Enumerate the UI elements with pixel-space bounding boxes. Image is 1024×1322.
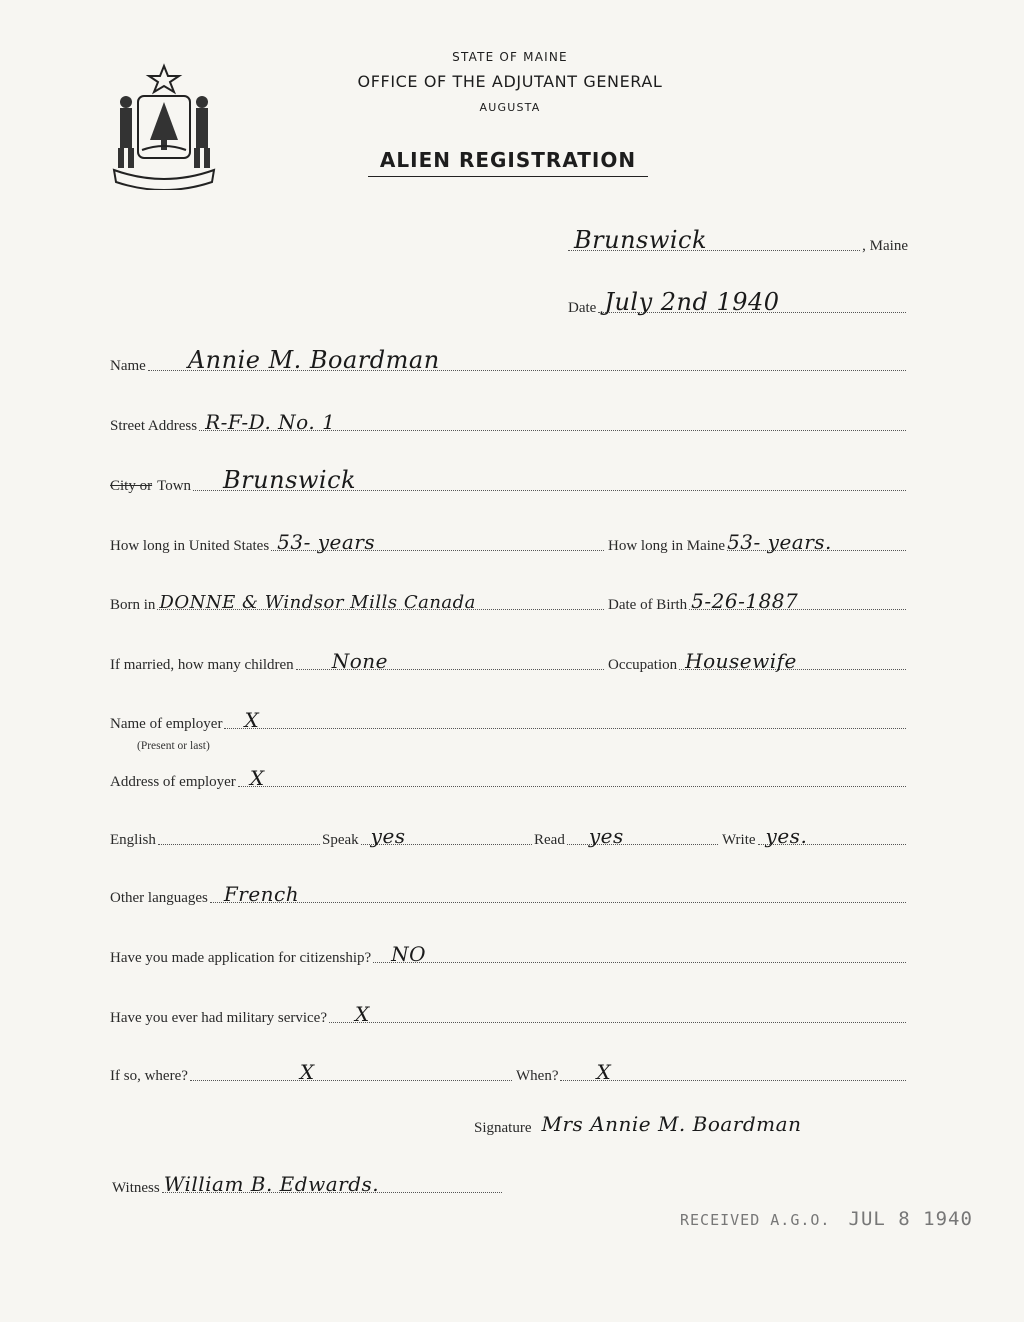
town-row: [110, 466, 908, 495]
form-title: ALIEN REGISTRATION: [368, 148, 648, 177]
employer-address-value[interactable]: X: [249, 766, 265, 790]
military-row: [110, 1002, 908, 1027]
name-value[interactable]: Annie M. Boardman: [187, 346, 440, 374]
citizenship-row: [110, 942, 908, 967]
english-row: [110, 832, 322, 849]
employer-name-value[interactable]: X: [244, 708, 260, 732]
how-long-us-row: [110, 530, 606, 555]
speak-row: [322, 824, 534, 849]
employer-address-label: Address of employer: [110, 774, 236, 790]
street-address-value[interactable]: R-F-D. No. 1: [205, 410, 336, 434]
children-value[interactable]: None: [331, 649, 388, 673]
where-label: If so, where?: [110, 1068, 188, 1084]
where-row: [110, 1060, 514, 1085]
english-label: English: [110, 832, 156, 848]
how-long-us-label: How long in United States: [110, 538, 270, 554]
speak-label: Speak: [322, 832, 359, 848]
date-of-birth-row: [608, 589, 908, 614]
date-value[interactable]: July 2nd 1940: [604, 288, 780, 316]
read-label: Read: [534, 832, 565, 848]
date-of-birth-label: Date of Birth: [608, 597, 688, 613]
born-in-label: Born in: [110, 597, 156, 613]
office-heading: OFFICE OF THE ADJUTANT GENERAL: [357, 72, 663, 91]
read-value[interactable]: yes: [588, 824, 624, 848]
place-value[interactable]: Brunswick: [574, 226, 708, 254]
place-suffix: , Maine: [862, 238, 908, 254]
date-of-birth-value[interactable]: 5-26-1887: [691, 589, 799, 613]
read-row: [534, 824, 720, 849]
how-long-maine-label: How long in Maine: [608, 538, 726, 554]
employer-name-sublabel: (Present or last): [137, 740, 210, 752]
children-row: [110, 649, 606, 674]
witness-row: [112, 1172, 504, 1197]
date-label: Date: [568, 300, 597, 316]
signature-label: Signature: [474, 1120, 532, 1136]
employer-name-row: [110, 708, 908, 733]
where-value[interactable]: X: [299, 1060, 315, 1084]
name-row: [110, 346, 908, 375]
military-value[interactable]: X: [355, 1002, 370, 1026]
other-languages-label: Other languages: [110, 890, 208, 906]
name-label: Name: [110, 358, 146, 374]
state-of-maine-seal-icon: [108, 62, 220, 190]
occupation-row: [608, 649, 908, 674]
date-row: [568, 288, 908, 317]
write-row: [722, 824, 908, 849]
when-value[interactable]: X: [596, 1060, 612, 1084]
employer-address-row: [110, 766, 908, 791]
citizenship-value[interactable]: NO: [391, 942, 427, 966]
how-long-maine-value[interactable]: 53- years.: [727, 530, 832, 554]
city-heading: AUGUSTA: [479, 101, 541, 114]
write-value[interactable]: yes.: [765, 824, 808, 848]
stamp-text: RECEIVED A.G.O.: [680, 1211, 831, 1229]
signature-row: [474, 1112, 908, 1137]
stamp-date: JUL 8 1940: [848, 1208, 973, 1230]
citizenship-label: Have you made application for citizenship?: [110, 950, 372, 966]
born-in-row: [110, 592, 606, 614]
town-value[interactable]: Brunswick: [223, 466, 357, 494]
when-label: When?: [516, 1068, 559, 1084]
street-address-label: Street Address: [110, 418, 198, 434]
signature-value[interactable]: Mrs Annie M. Boardman: [541, 1112, 802, 1136]
children-label: If married, how many children: [110, 657, 294, 673]
how-long-maine-row: [608, 530, 908, 555]
witness-label: Witness: [112, 1180, 160, 1196]
town-label: Town: [157, 478, 192, 494]
other-languages-value[interactable]: French: [223, 882, 300, 906]
write-label: Write: [722, 832, 756, 848]
other-languages-row: [110, 882, 908, 907]
place-row: [566, 226, 908, 255]
street-address-row: [110, 410, 908, 435]
born-in-value[interactable]: DONNE & Windsor Mills Canada: [159, 592, 476, 613]
military-label: Have you ever had military service?: [110, 1010, 327, 1026]
how-long-us-value[interactable]: 53- years: [277, 530, 376, 554]
when-row: [516, 1060, 908, 1085]
employer-name-label: Name of employer: [110, 716, 223, 732]
received-stamp: [680, 1208, 973, 1230]
city-label-struck: City or: [110, 478, 153, 494]
occupation-label: Occupation: [608, 657, 678, 673]
speak-value[interactable]: yes: [370, 824, 406, 848]
occupation-value[interactable]: Housewife: [685, 649, 797, 673]
witness-value[interactable]: William B. Edwards.: [163, 1172, 380, 1196]
state-heading: STATE OF MAINE: [452, 50, 568, 64]
